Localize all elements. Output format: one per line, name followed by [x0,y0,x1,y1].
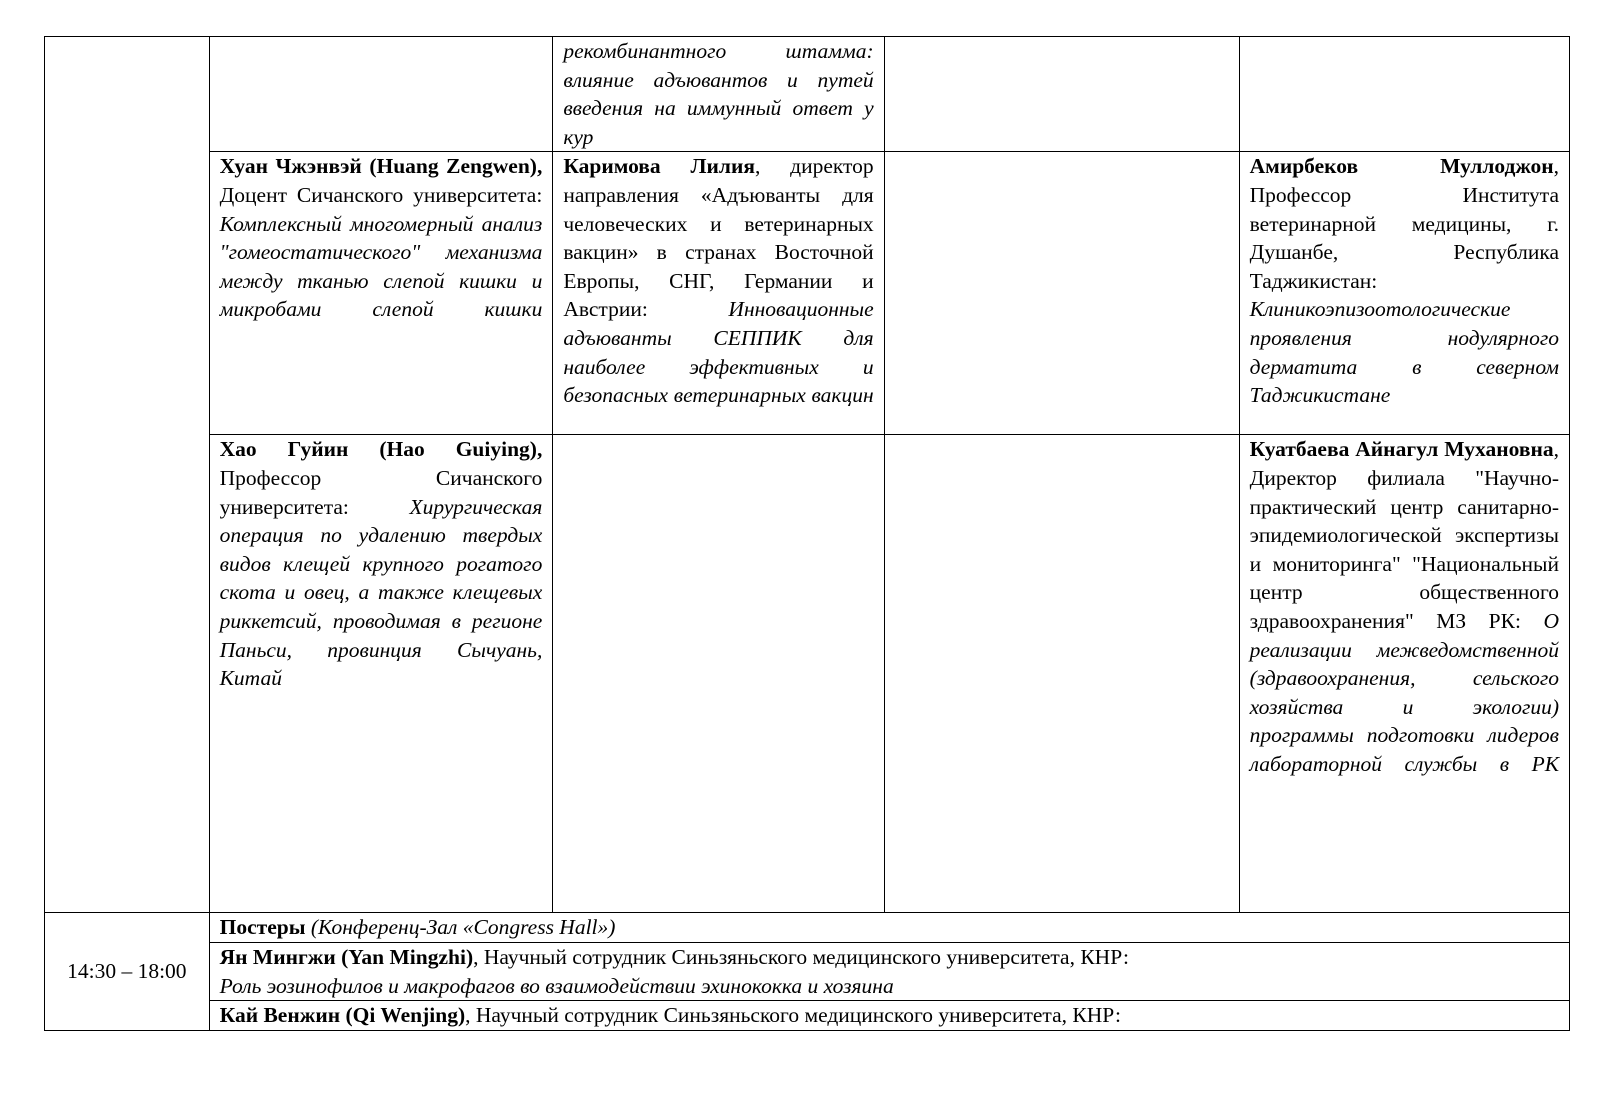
speaker-role: , Научный сотрудник Синьзяньского медицинского университета, КНР: [473,944,1129,969]
table-cell [553,435,884,913]
talk-topic: Инновационные адъюванты СЕППИК для наиболее эффективных и безопасных ветеринарных вакцин [563,297,874,408]
talk-cell [553,152,884,435]
talk-cell [1239,435,1569,913]
speaker-name: Хуан Чжэнвэй (Huang Zengwen), [219,154,543,179]
talk-cell [553,37,884,152]
schedule-table [44,36,1570,1031]
talk-topic: Роль эозинофилов и макрофагов во взаимодействии эхинококка и хозяина [219,973,894,998]
speaker-role: , директор направления «Адъюванты для человеческих и ветеринарных вакцин» в странах Восточной Европы, СНГ, Германии и Австрии: [563,154,874,322]
posters-header [209,913,1569,943]
table-row [45,913,1570,943]
speaker-role: , Научный сотрудник Синьзяньского медицинского университета, КНР: [465,1003,1121,1028]
speaker-name: Каримова Лилия [563,154,755,179]
time-cell-empty [45,37,210,913]
talk-cell [209,152,553,435]
talk-topic: Клиникоэпизоотологические проявления нодулярного дерматита в северном Таджикистане [1249,297,1559,408]
poster-cell [209,942,1569,1000]
talk-cell [1239,152,1569,435]
table-row [45,152,1570,435]
speaker-name: Кай Венжин (Qi Wenjing) [219,1003,466,1028]
table-cell [1239,37,1569,152]
speaker-name: Хао Гуйин (Hao Guiying), [219,437,543,462]
posters-title: Постеры [219,915,306,940]
table-cell [884,435,1239,913]
talk-topic: О реализации межведомственной (здравоохранения, сельского хозяйства и экологии) программы подготовки лидеров лабораторной службы в РК [1249,608,1560,776]
table-cell [884,152,1239,435]
talk-topic: рекомбинантного штамма: влияние адъювантов и путей введения на иммунный ответ у кур [563,39,874,149]
speaker-name: Ян Мингжи (Yan Mingzhi) [219,944,474,969]
time-slot: 14:30 – 18:00 [45,913,210,1030]
talk-topic: Комплексный многомерный анализ "гомеостатического" механизма между тканью слепой кишки и микробами слепой кишки [219,211,543,322]
table-row [45,37,1570,152]
speaker-role: Доцент Сичанского университета: [219,182,543,207]
speaker-role: , Профессор Института ветеринарной медицины, г. Душанбе, Республика Таджикистан: [1249,154,1559,293]
table-cell [209,37,553,152]
speaker-name: Амирбеков Муллоджон [1249,154,1554,179]
table-row [45,1001,1570,1031]
table-cell [884,37,1239,152]
poster-cell [209,1001,1569,1031]
table-row [45,435,1570,913]
table-row [45,942,1570,1000]
posters-venue: (Конференц-Зал «Congress Hall») [305,915,616,940]
speaker-name: Куатбаева Айнагул Мухановна [1249,437,1554,462]
talk-topic: Хирургическая операция по удалению твердых видов клещей крупного рогатого скота и овец, а также клещевых риккетсий, проводимая в регионе Паньси, провинция Сычуань, Китай [219,494,543,691]
speaker-role: Профессор Сичанского университета: [219,465,543,519]
speaker-role: , Директор филиала "Научно-практический центр санитарно-эпидемиологической экспертизы и мониторинга" "Национальный центр общественного здравоохранения" МЗ РК: [1249,437,1559,633]
talk-cell [209,435,553,913]
